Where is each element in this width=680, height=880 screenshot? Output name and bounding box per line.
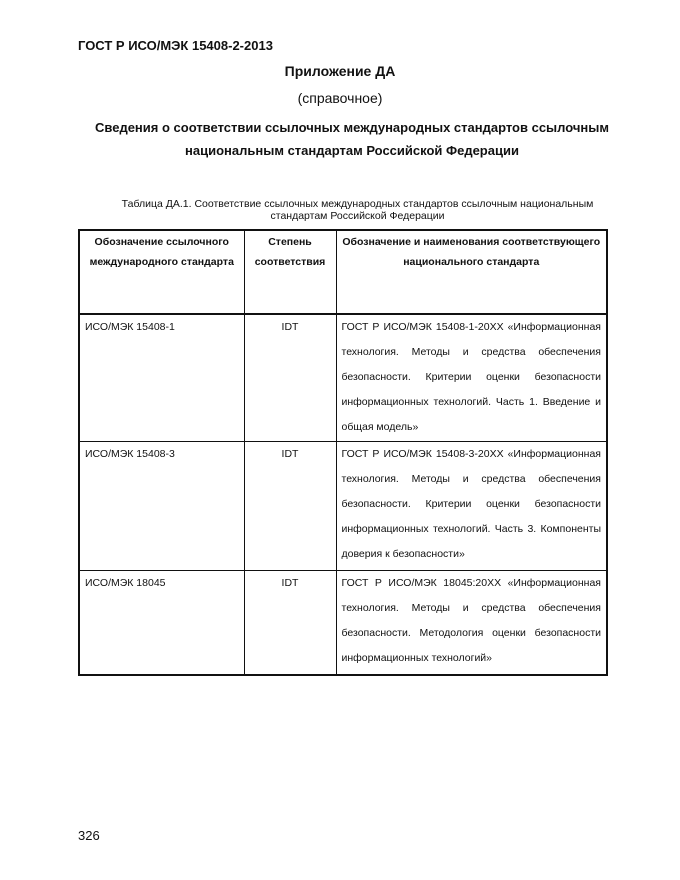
table-header-row [79,230,607,314]
table-row [79,314,607,442]
cell-degree: IDT [244,442,336,571]
correspondence-table [78,229,608,676]
cell-national-standard: ГОСТ Р ИСО/МЭК 15408-3-20XX «Информационная технология. Методы и средства обеспечения безопасности. Критерии оценки безопасности информационных технологий. Часть 3. Компоненты доверия к безопасности» [336,442,607,571]
cell-intl-standard: ИСО/МЭК 18045 [79,571,244,676]
appendix-note: (справочное) [297,90,383,106]
cell-national-standard: ГОСТ Р ИСО/МЭК 18045:20XX «Информационная технология. Методы и средства обеспечения безопасности. Методология оценки безопасности информационных технологий» [336,571,607,676]
page-number: 326 [78,828,100,843]
table-caption: Таблица ДА.1. Соответствие ссылочных международных стандартов ссылочным национальным стандартам Российской Федерации [121,198,594,222]
table-row [79,571,607,676]
cell-degree: IDT [244,314,336,442]
document-id: ГОСТ Р ИСО/МЭК 15408-2-2013 [78,38,273,53]
cell-intl-standard: ИСО/МЭК 15408-3 [79,442,244,571]
appendix-heading: Сведения о соответствии ссылочных международных стандартов ссылочным национальным стандартам Российской Федерации [95,120,609,158]
cell-national-standard: ГОСТ Р ИСО/МЭК 15408-1-20XX «Информационная технология. Методы и средства обеспечения безопасности. Критерии оценки безопасности информационных технологий. Часть 1. Введение и общая модель» [336,314,607,442]
column-header-degree: Степень соответствия [244,230,336,314]
table-row [79,442,607,571]
cell-degree: IDT [244,571,336,676]
cell-intl-standard: ИСО/МЭК 15408-1 [79,314,244,442]
appendix-title: Приложение ДА [284,63,396,79]
column-header-intl: Обозначение ссылочного международного стандарта [79,230,244,314]
column-header-national: Обозначение и наименования соответствующего национального стандарта [336,230,607,314]
